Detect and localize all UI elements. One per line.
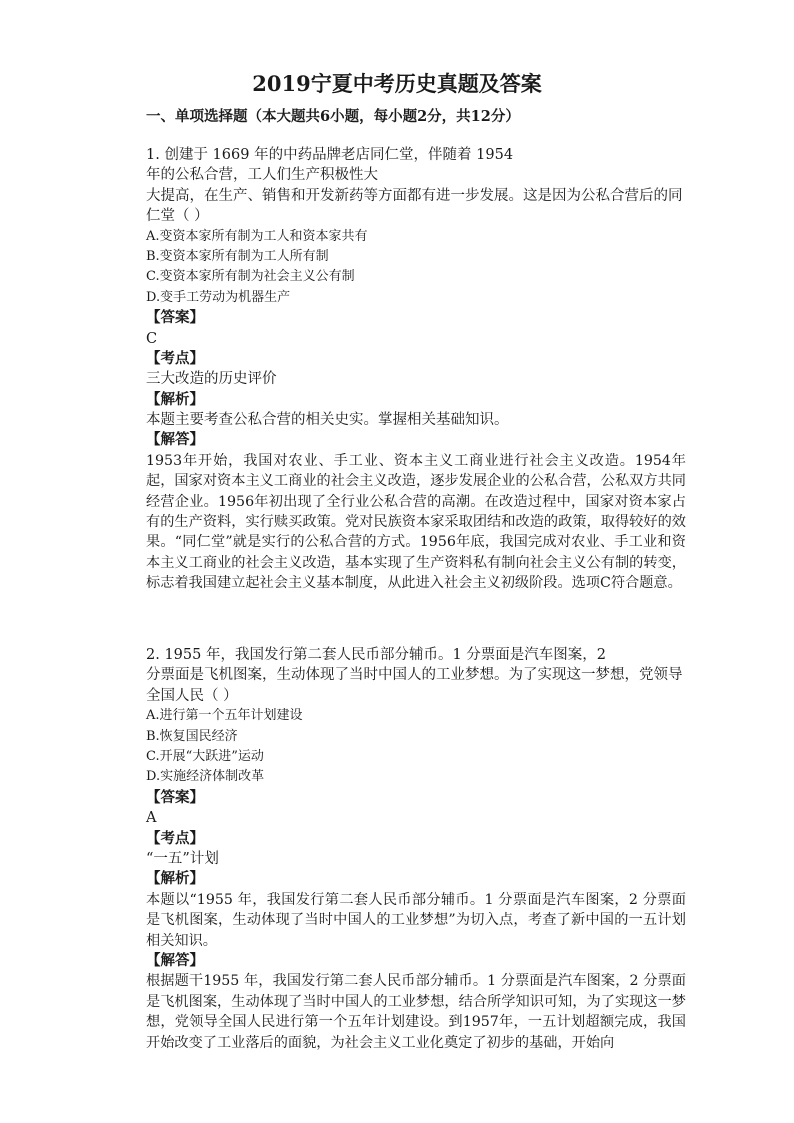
solution-text: 根据题干1955 年，我国发行第二套人民币部分辅币。1 分票面是汽车图案，2 分票面是飞机图案，生动体现了当时中国人的工业梦想，结合所学知识可知，为了实现这一梦想，党领导全国人民进行第一个五年计划建设。到1957年，一五计划超额完成，我国开始改变了工业落后的面貌，为社会主义工业化奠定了初步的基础，开始向 xyxy=(146,973,686,1051)
point-label: 【考点】 xyxy=(146,349,204,367)
question-stem-line: 仁堂（ ） xyxy=(146,208,209,225)
solution-text: 1953年开始，我国对农业、手工业、资本主义工商业进行社会主义改造。1954年起，国家对资本主义工商业的社会主义改造，逐步发展企业的公私合营，公私双方共同经营企业。1956年初出现了全行业公私合营的高潮。在改造过程中，国家对资本家占有的生产资料，实行赎买政策。党对民族资本家采取团结和改造的政策，取得较好的效果。“同仁堂”就是实行的公私合营的方式。1956年底，我国完成对农业、手工业和资本主义工商业的社会主义改造，基本实现了生产资料私有制向社会主义公有制的转变，标志着我国建立起社会主义基本制度，从此进入社会主义初级阶段。选项C符合题意。 xyxy=(146,452,686,592)
option-d: D.变手工劳动为机器生产 xyxy=(146,289,291,305)
page-title: 2019宁夏中考历史真题及答案 xyxy=(252,71,542,96)
analysis-text: 本题以“1955 年，我国发行第二套人民币部分辅币。1 分票面是汽车图案，2 分票面是飞机图案，生动体现了当时中国人的工业梦想”为切入点，考查了新中国的一五计划相关知识。 xyxy=(146,891,686,949)
option-d: D.实施经济体制改革 xyxy=(146,769,265,785)
question-stem-line: 全国人民（ ） xyxy=(146,687,238,704)
answer-label: 【答案】 xyxy=(146,309,204,327)
question-stem-line: 分票面是飞机图案，生动体现了当时中国人的工业梦想。为了实现这一梦想，党领导 xyxy=(146,667,683,684)
question-1 xyxy=(146,145,686,594)
analysis-label: 【解析】 xyxy=(146,870,204,888)
question-stem-line: 大提高，在生产、销售和开发新药等方面都有进一步发展。这是因为公私合营后的同 xyxy=(146,187,683,204)
answer-label: 【答案】 xyxy=(146,788,204,806)
answer-value: A xyxy=(146,810,157,827)
option-b: B.恢复国民经济 xyxy=(146,728,238,744)
option-b: B.变资本家所有制为工人所有制 xyxy=(146,248,329,264)
analysis-label: 【解析】 xyxy=(146,390,204,408)
analysis-text: 本题主要考查公私合营的相关史实。掌握相关基础知识。 xyxy=(146,412,509,429)
question-stem-line: 年的公私合营，工人们生产积极性大 xyxy=(146,167,378,184)
section-heading: 一、单项选择题（本大题共6小题，每小题2分，共12分） xyxy=(146,108,520,125)
option-c: C.开展“大跃进”运动 xyxy=(146,748,264,764)
option-c: C.变资本家所有制为社会主义公有制 xyxy=(146,269,355,285)
point-value: 三大改造的历史评价 xyxy=(146,371,277,388)
option-a: A.进行第一个五年计划建设 xyxy=(146,708,303,724)
option-a: A.变资本家所有制为工人和资本家共有 xyxy=(146,228,368,244)
point-value: “一五”计划 xyxy=(146,850,219,867)
question-stem-line: 2. 1955 年，我国发行第二套人民币部分辅币。1 分票面是汽车图案，2 xyxy=(146,647,607,663)
solution-label: 【解答】 xyxy=(146,951,204,969)
point-label: 【考点】 xyxy=(146,829,204,847)
question-2 xyxy=(146,645,686,1053)
question-stem-line: 1. 创建于 1669 年的中药品牌老店同仁堂，伴随着 1954 xyxy=(146,147,514,163)
answer-value: C xyxy=(146,330,158,347)
solution-label: 【解答】 xyxy=(146,431,204,449)
